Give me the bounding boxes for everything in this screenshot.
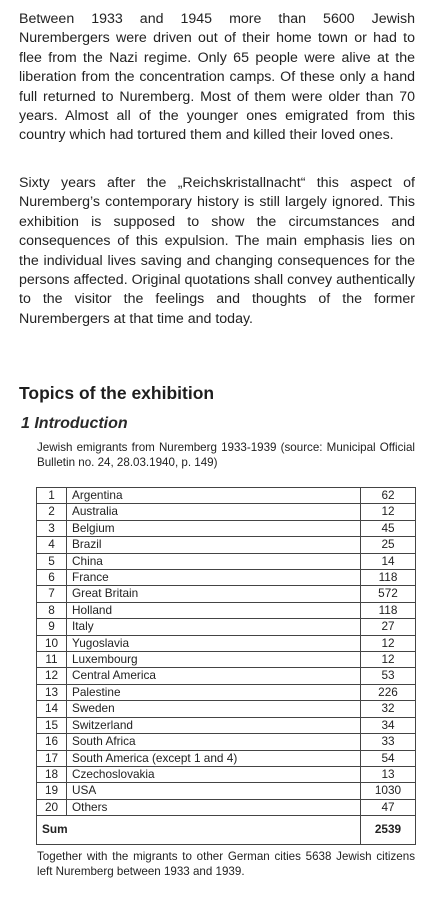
row-value: 226	[361, 684, 416, 700]
row-value: 118	[361, 602, 416, 618]
table-row	[37, 570, 416, 586]
row-number: 9	[37, 619, 67, 635]
sum-label: Sum	[37, 816, 361, 845]
table-row	[37, 537, 416, 553]
row-number: 19	[37, 783, 67, 799]
row-country: Yugoslavia	[67, 635, 361, 651]
table-footnote: Together with the migrants to other German cities 5638 Jewish citizens left Nuremberg between 1933 and 1939.	[37, 850, 415, 878]
row-value: 13	[361, 766, 416, 782]
row-value: 14	[361, 553, 416, 569]
row-value: 572	[361, 586, 416, 602]
row-country: Switzerland	[67, 717, 361, 733]
table-row	[37, 783, 416, 799]
row-number: 6	[37, 570, 67, 586]
row-value: 32	[361, 701, 416, 717]
sum-value: 2539	[361, 816, 416, 845]
row-value: 25	[361, 537, 416, 553]
table-row	[37, 717, 416, 733]
emigrants-table	[36, 487, 416, 845]
row-value: 47	[361, 799, 416, 815]
row-country: Palestine	[67, 684, 361, 700]
row-country: Central America	[67, 668, 361, 684]
row-number: 8	[37, 602, 67, 618]
table-row	[37, 602, 416, 618]
table-row	[37, 734, 416, 750]
intro-paragraph-1: Between 1933 and 1945 more than 5600 Jewish Nurembergers were driven out of their home town or had to flee from the Nazi regime. Only 65 people were alive at the liberation from the concentration camps. Of these only a hand full returned to Nuremberg. Most of them were older than 70 years. Almost all of the younger ones emigrated from this country which had tortured them and killed their loved ones.	[19, 11, 415, 144]
intro-paragraph-2: Sixty years after the „Reichskristallnacht“ this aspect of Nuremberg’s contemporary history is still largely ignored. This exhibition is supposed to show the circumstances and consequences of this expulsion. The main emphasis lies on the individual lives saving and changing consequences for the persons affected. Original quotations shall convey authentically to the visitor the feelings and thoughts of the former Nurembergers at that time and today.	[19, 175, 415, 327]
row-number: 13	[37, 684, 67, 700]
row-value: 62	[361, 488, 416, 504]
row-number: 2	[37, 504, 67, 520]
topics-heading: Topics of the exhibition	[19, 383, 215, 403]
table-row	[37, 750, 416, 766]
row-country: Brazil	[67, 537, 361, 553]
row-number: 12	[37, 668, 67, 684]
table-row	[37, 504, 416, 520]
section-heading-introduction: 1 Introduction	[21, 415, 128, 432]
row-value: 118	[361, 570, 416, 586]
row-country: Belgium	[67, 520, 361, 536]
row-country: Luxembourg	[67, 652, 361, 668]
row-country: South Africa	[67, 734, 361, 750]
row-number: 20	[37, 799, 67, 815]
row-number: 17	[37, 750, 67, 766]
row-value: 12	[361, 635, 416, 651]
table-row	[37, 766, 416, 782]
table-row	[37, 652, 416, 668]
table-row	[37, 799, 416, 815]
row-country: Argentina	[67, 488, 361, 504]
row-number: 16	[37, 734, 67, 750]
row-country: Sweden	[67, 701, 361, 717]
row-number: 5	[37, 553, 67, 569]
row-country: South America (except 1 and 4)	[67, 750, 361, 766]
row-number: 14	[37, 701, 67, 717]
table-row	[37, 488, 416, 504]
row-number: 18	[37, 766, 67, 782]
row-number: 3	[37, 520, 67, 536]
row-value: 27	[361, 619, 416, 635]
row-value: 33	[361, 734, 416, 750]
row-value: 54	[361, 750, 416, 766]
table-row	[37, 635, 416, 651]
row-value: 45	[361, 520, 416, 536]
row-value: 1030	[361, 783, 416, 799]
row-number: 15	[37, 717, 67, 733]
table-row	[37, 619, 416, 635]
table-row	[37, 520, 416, 536]
row-number: 7	[37, 586, 67, 602]
table-row	[37, 668, 416, 684]
row-value: 12	[361, 652, 416, 668]
row-value: 12	[361, 504, 416, 520]
table-sum-row	[37, 816, 416, 845]
table-row	[37, 701, 416, 717]
row-value: 53	[361, 668, 416, 684]
table-row	[37, 586, 416, 602]
row-country: Czechoslovakia	[67, 766, 361, 782]
row-country: Italy	[67, 619, 361, 635]
table-row	[37, 684, 416, 700]
row-country: Others	[67, 799, 361, 815]
row-number: 4	[37, 537, 67, 553]
table-caption: Jewish emigrants from Nuremberg 1933-1939 (source: Municipal Official Bulletin no. 24, 28.03.1940, p. 149)	[37, 441, 415, 469]
row-country: China	[67, 553, 361, 569]
table-row	[37, 553, 416, 569]
row-country: France	[67, 570, 361, 586]
row-value: 34	[361, 717, 416, 733]
emigrants-table-body	[37, 488, 416, 816]
row-country: Great Britain	[67, 586, 361, 602]
row-country: Holland	[67, 602, 361, 618]
row-number: 10	[37, 635, 67, 651]
row-number: 11	[37, 652, 67, 668]
row-country: Australia	[67, 504, 361, 520]
row-country: USA	[67, 783, 361, 799]
emigrants-table-wrapper	[36, 487, 416, 845]
row-number: 1	[37, 488, 67, 504]
